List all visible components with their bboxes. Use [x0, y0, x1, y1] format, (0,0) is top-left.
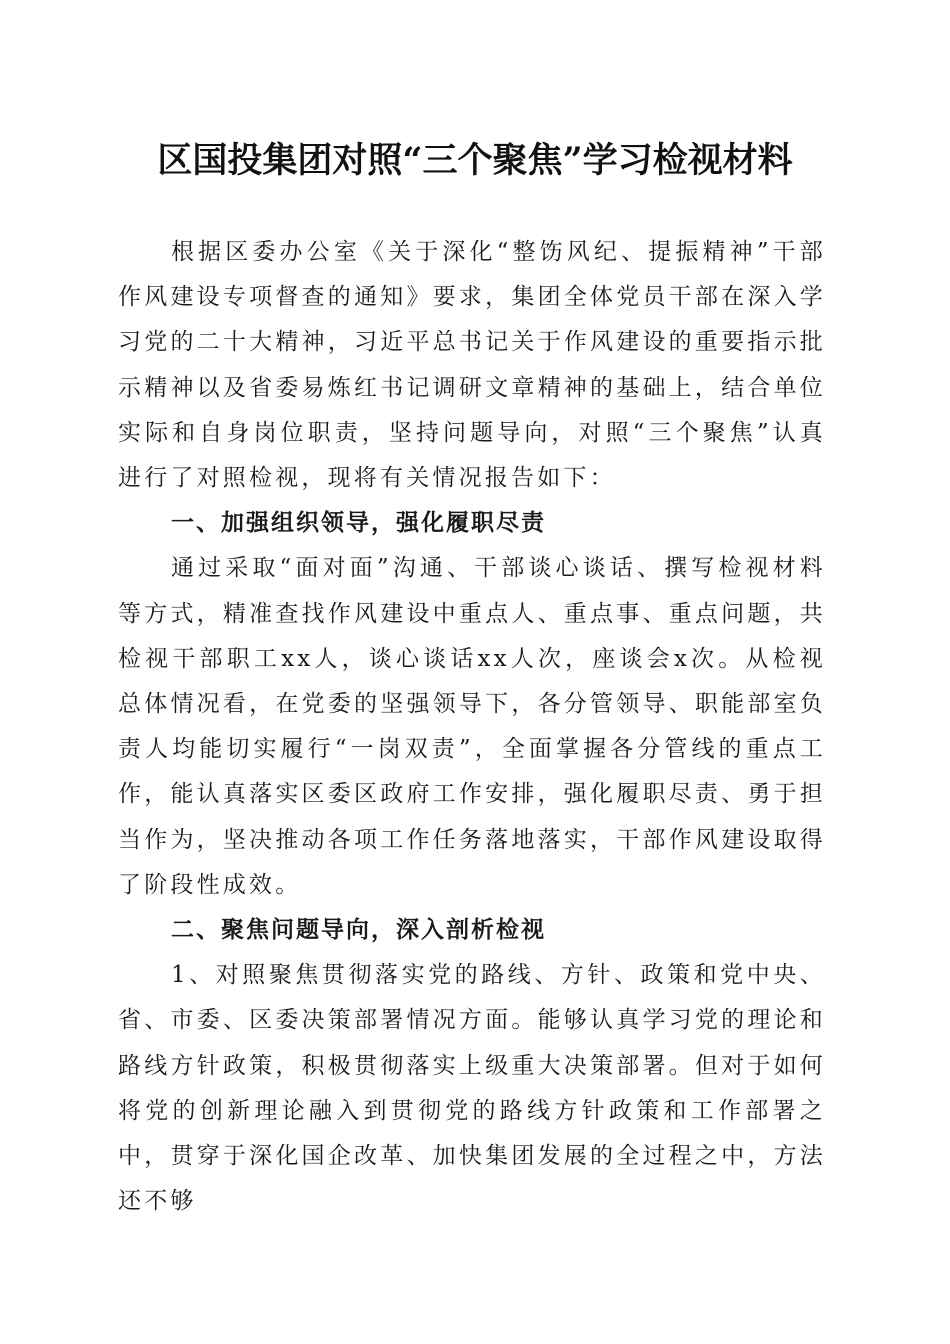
section-heading-2: 二、聚焦问题导向，深入剖析检视	[171, 917, 546, 944]
document-body	[118, 230, 826, 1224]
section-heading-1: 一、加强组织领导，强化履职尽责	[171, 510, 546, 537]
section-paragraph-2: 1、对照聚焦贯彻落实党的路线、方针、政策和党中央、省、市委、区委决策部署情况方面。能够认真学习党的理论和路线方针政策，积极贯彻落实上级重大决策部署。但对于如何将党的创新理论融入到贯彻党的路线方针政策和工作部署之中，贯穿于深化国企改革、加快集团发展的全过程之中，方法还不够	[118, 962, 826, 1215]
section-paragraph-1: 通过采取“面对面”沟通、干部谈心谈话、撰写检视材料等方式，精准查找作风建设中重点人、重点事、重点问题，共检视干部职工xx人，谈心谈话xx人次，座谈会x次。从检视总体情况看，在党委的坚强领导下，各分管领导、职能部室负责人均能切实履行“一岗双责”，全面掌握各分管线的重点工作，能认真落实区委区政府工作安排，强化履职尽责、勇于担当作为，坚决推动各项工作任务落地落实，干部作风建设取得了阶段性成效。	[118, 555, 826, 898]
document-title: 区国投集团对照“三个聚焦”学习检视材料	[157, 140, 793, 181]
intro-paragraph: 根据区委办公室《关于深化“整饬风纪、提振精神”干部作风建设专项督查的通知》要求，集团全体党员干部在深入学习党的二十大精神，习近平总书记关于作风建设的重要指示批示精神以及省委易炼红书记调研文章精神的基础上，结合单位实际和自身岗位职责，坚持问题导向，对照“三个聚焦”认真进行了对照检视，现将有关情况报告如下：	[118, 239, 826, 492]
